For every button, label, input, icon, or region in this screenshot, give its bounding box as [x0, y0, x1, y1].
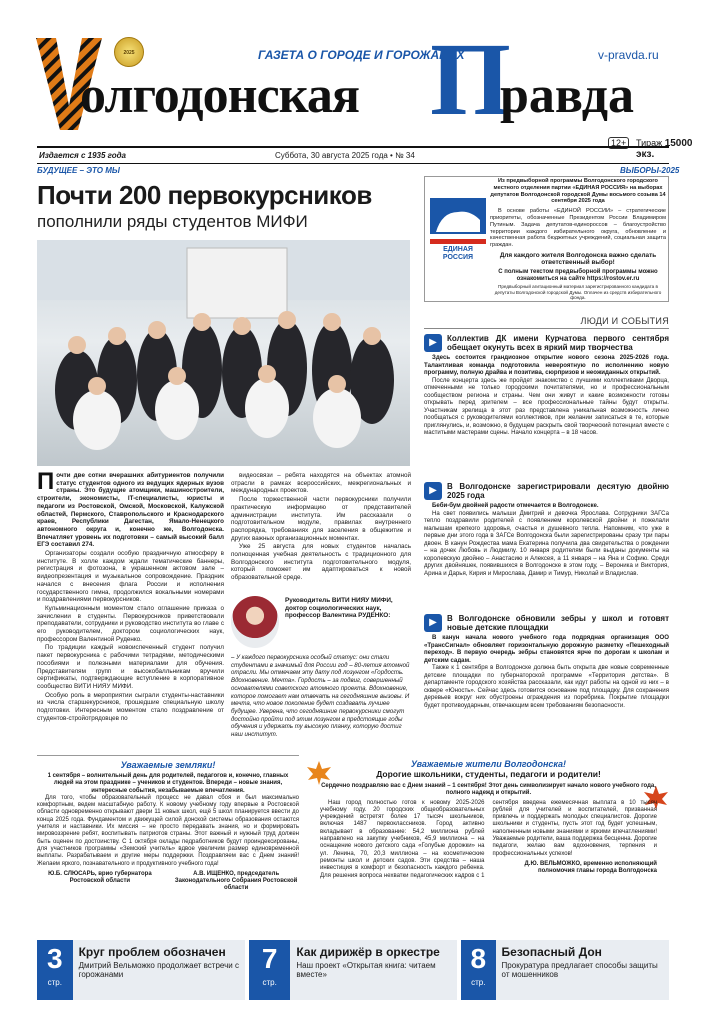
age-rating-badge: 12+: [608, 137, 629, 149]
news-bullet-icon: ▶: [424, 482, 442, 500]
rubric-right: ВЫБОРЫ-2025: [620, 166, 680, 175]
section-title: ЛЮДИ И СОБЫТИЯ: [424, 316, 669, 329]
circulation: Тираж 15000 экз.: [636, 138, 693, 160]
greeting-title: Уважаемые земляки!: [120, 760, 216, 770]
bear-icon: [430, 198, 486, 244]
mayor-greeting: Уважаемые жители Волгодонска! Дорогие школьники, студенты, педагоги и родители! Сердечно поздравляю вас с Днем знаний – 1 сентября! Этот день символизирует начало нового учебного года, полного надежд и открытий. Наш город полностью готов к новому 2025-2026 учебному году. 20 городских общеобразовательных учреждений встретят более 17 тысяч школьников, включая 1487 первоклассников. Город активно вкладывает в образование: 54,2 миллиона рублей направлено на закупку учебников, 45,9 миллиона – на оснащение нового детского сада «Голубые дорожки» на ул. Ленина, 70, 20,3 миллиона – на косметические ремонты школ и детских садов. Эти средства – наша инвестиция в комфорт и безопасность каждого ребенка. Для решения вопроса нехватки педагогических кадров с 1 сентября введена ежемесячная выплата в 10 тысяч рублей для учителей и воспитателей, призванная привлечь и поддержать молодых специалистов. Дорогие школьники и студенты, пусть этот год будет успешным, наполненным новыми знаниями и яркими впечатлениями! Уважаемые родители, ваша поддержка бесценна. Дорогие педагоги, желаю вам вдохновения, терпения и профессиональных успехов! Д.Ю. ВЕЛЬМОЖКО, временно исполняющий полномочия главы города Волгодонска: [306, 755, 671, 935]
election-ad-text: Из предвыборной программы Волгодонского городского местного отделения партии «ЕДИНАЯ РОССИЯ» на выборах депутатов Волгодонской городской Думы восьмого созыва 14 сентября 2025 года В основе работы «ЕДИНОЙ РОССИИ» – стратегические приоритеты, обозначенные Президентом России Владимиром Путиным. Задача депутатов-единороссов – благоустройство территории каждого избирательного округа, обновление и качественная работа бюджетных учреждений, социальная защита граждан. Для каждого жителя Волгодонска важно сделать ответственный выбор! С полным текстом предвыборной программы можно ознакомиться на сайте https://rostov.er.ru Предвыборный агитационный материал зарегистрированного кандидата в депутаты Волгодонской городской Думы. Оплачен из средств избирательного фонда.: [490, 178, 666, 301]
newspaper-subtitle: ГАЗЕТА О ГОРОДЕ И ГОРОЖАНАХ: [258, 48, 465, 62]
masthead-title-left: олгодонская: [80, 67, 359, 124]
news-bullet-icon: ▶: [424, 614, 442, 632]
rector-portrait: [231, 596, 279, 648]
governor-greeting: Уважаемые земляки! 1 сентября – волнительный день для родителей, педагогов и, конечно, главных людей на этом празднике – учеников и студентов. Впереди – новые знания, интересные события, незабываемые впечатления. Для того, чтобы образовательный процесс не давал сбоя и был максимально комфортным, ведем масштабную работу. К новому учебному году впервые в Ростовской области одновременно открывают двери 11 новых школ, ещё 5 школ планируется ввести до конца 2025 года. Фундаментом и движущей силой донской системы образования остаются учителя и наставники. Их миссия – не просто передавать знания, но и формировать мировоззрение ребят, воспитывать патриотов страны. Этот важный и нужный труд должен быть оценен по достоинству. С 1 октября оклады педработников будут проиндексированы, для участников программы «Земский учитель» вдвое увеличим размер единовременной выплаты. Разрабатываем и другие меры поддержки. Поздравляем вас с Днем знаний! Желаем яркого, познавательного и продуктивного учебного года! Ю.Б. СЛЮСАРЬ, врио губернатора Ростовской области А.В. ИЩЕНКО, председатель Законодательного Собрания Ростовской области: [37, 755, 299, 935]
quote-author: Руководитель ВИТИ НИЯУ МИФИ, доктор социологических наук, профессор Валентина РУДЕНКО:: [285, 597, 393, 620]
quote-text: – У каждого первокурсника особый статус: они стали студентами в значимый для России год – 80-летия атомной отрасли. Мы отмечаем эту дату под лозунгом «Гордость. Вдохновение. Мечта». Гордость – за подвиг, совершенный основателями советского атомного проекта. Вдохновение, которое помогает нам отвечать на сегодняшние вызовы. И мечта, что новое поколение будет создавать лучшее будущее. Уверена, что сегодняшние первокурсники смогут достойно пройти под этим лозунгом в предстоящие годы обучения и удержать ту высокую планку, которую достиг наш институт.: [231, 654, 410, 739]
lead-article-col2: видеосвязи – ребята находятся на объектах атомной отрасли в рамках всероссийских, межрегиональных и международных проектов. После торжественной части первокурсники получили практическую информацию от представителей администрации института. Им рассказали о подготовительном модуле, правилах внутреннего распорядка, требованиях для заселения в общежитие и других важных организационных моментах. Уже 25 августа для новых студентов началась полноценная учебная деятельность с традиционного для Волгодонского института подготовительного модуля, который поможет им адаптироваться к новой образовательной среде.: [231, 472, 411, 582]
lead-headline[interactable]: Почти 200 первокурсников: [37, 180, 372, 210]
masthead-title-right: равда: [500, 67, 635, 124]
lead-article-col1: Почти две сотни вчерашних абитуриентов получили статус студентов одного из ведущих ядерных вузов страны. Это будущие атомщики, машиностроители, строители, экономисты, IT-специалисты, юристы и педагоги из Ростовской, Омской, Московской, Калужской областей, Пермского, Ставропольского и Краснодарского краев, Республики Дагестан, Ямало-Ненецкого автономного округа и, конечно же, Волгодонска. Впечатляет уровень их подготовки – самый высокий балл ЕГЭ составил 274. Организаторы создали особую праздничную атмосферу в институте. В холле каждом ждали тематические баннеры, регистрация и фотозона, в украшенном актовом зале – видеопрезентация и музыкальное сопровождение. Праздник начался с внесения флага России и исполнения государственного гимна, продолжился вокальными номерами и поздравлениями первокурсников. Кульминационным моментом стало оглашение приказа о зачислении в студенты. Первокурсников приветствовали преподаватели, сотрудники и руководство института во главе с его руководителем, доктором социологических наук, профессором Валентиной Руденко. По традиции каждый новоиспеченный студент получил пакет первокурсника с рабочими тетрадями, методическими пособиями и полезными материалами для обучения. Представителям групп и высокобалльникам вручили сертификаты, подтверждающие вступление в корпоративное сообщество ВИТИ НИЯУ МИФИ. Особую роль в мероприятии сыграли студенты-наставники из числа старшекурсников, прошедшие специальную школу подготовки. Интересным моментом стало поздравление от студентов-стройотрядовцев по: [37, 468, 224, 722]
teaser-page-7[interactable]: 7 стр. Как дирижёр в оркестре Наш проект «Открытая книга: читаем вместе»: [249, 940, 457, 1000]
teaser-page-3[interactable]: 3 стр. Круг проблем обозначен Дмитрий Вельможко продолжает встречи с горожанами: [37, 940, 245, 1000]
issue-date: Суббота, 30 августа 2025 года • № 34: [275, 151, 415, 160]
news-item-zebras[interactable]: ▶ В Волгодонске обновили зебры у школ и готовят новые детские площадки В канун начала нового учебного года подрядная организация ООО «ТрансСигнал» обновляет горизонтальную дорожную разметку «Пешеходный переход». В первую очередь зебры становятся ярче по дорогам к школам и детским садам. Также к 1 сентября в Волгодонске должна быть открыта две новые современные детские площадки по губернаторской программе «Территория детства». В департаменте городского хозяйства рассказали, как идут работы на одной из них – в сквере «Юность». Сейчас здесь готовится основание под площадку. Для сохранения деревьев вокруг них обустроены ограждения из поребрика. Покрытие площадки будет противоударным, отвечающим всем требованиям безопасности.: [424, 614, 669, 709]
lead-subheadline: пополнили ряды студентов МИФИ: [37, 212, 308, 231]
news-item-dk[interactable]: ▶ Коллектив ДК имени Курчатова первого сентября обещает окунуть всех в яркий мир творчества Здесь состоится грандиозное открытие нового сезона 2025-2026 года. Талантливая команда подготовила невероятную по исполнению новую программу, полную драйва и позитива, сюрпризов и неожиданных открытий. После концерта здесь же пройдет знакомство с лучшими коллективами Дворца, отмеченными не только городскими почитателями, но и профессиональным сообществом региона и страны. Чем они живут и какие возможности готовы открывать перед зрителем – все профессиональные тайны будут открыты. Участникам зрелища в этот раз представлена уникальная возможность лично пообщаться с руководителями коллективов, при желании записаться в те, которые приглянулись, и, возможно, в будущем раскрыть свой творческий потенциал вместе с маститыми мастерами сцены. Начало концерта – в 18 часов.: [424, 334, 669, 436]
footer-teasers: [37, 940, 669, 1000]
signature-governor: Ю.Б. СЛЮСАРЬ, врио губернатора Ростовской области: [48, 870, 152, 884]
teaser-page-8[interactable]: 8 стр. Безопасный Дон Прокуратура предлагает способы защиты от мошенников: [461, 940, 669, 1000]
dropcap: П: [37, 468, 55, 495]
greeting-title: Уважаемые жители Волгодонска!: [410, 759, 567, 769]
site-link[interactable]: v-pravda.ru: [598, 48, 659, 62]
news-item-twins[interactable]: ▶ В Волгодонске зарегистрировали десятую двойню 2025 года Беби-бум двойней радости отмечается в Волгодонске. На свет появились малыши Дмитрий и девочка Ярослава. Сотрудники ЗАГСа тепло поздравили родителей с появлением королевской двойни и пожелали малышам крепкого здоровья, счастья и душевного тепла. Напомним, что уже в первые дни этого года в ЗАГСе Волгодонска были зарегистрированы сразу три пары двоен. В канун Рождества мама Екатерина получила два свидетельства о рождении – на дочек Любовь и Людмилу. 10 января родителям были выданы документы на королевскую двойню – Анастасию и Алексея, а 11 января – на Яна и Софию. Среди других двойняшек, появившихся в Волгодонске в этом году, – Вероника и Виктория, Арина и Дарья, Кирия и Мирослава, Дамир и Тимур, Николай и Владислав.: [424, 482, 669, 577]
anniversary-medal: 2025: [114, 37, 144, 67]
news-bullet-icon: ▶: [424, 334, 442, 352]
signature-speaker: А.В. ИЩЕНКО, председатель Законодательного Собрания Ростовской области: [174, 870, 298, 891]
rubric-left: БУДУЩЕЕ – ЭТО МЫ: [37, 166, 120, 175]
greeting-subtitle: Дорогие школьники, студенты, педагоги и родители!: [376, 769, 601, 779]
students-group-photo: [37, 240, 410, 466]
united-russia-logo: ЕДИНАЯ РОССИЯ: [430, 198, 486, 270]
masthead-big-letter: П: [430, 22, 511, 137]
signature-mayor: Д.Ю. ВЕЛЬМОЖКО, временно исполняющий полномочия главы города Волгодонска: [524, 860, 657, 875]
since-year: Издается с 1935 года: [39, 151, 127, 160]
issue-info-line: [37, 146, 669, 164]
